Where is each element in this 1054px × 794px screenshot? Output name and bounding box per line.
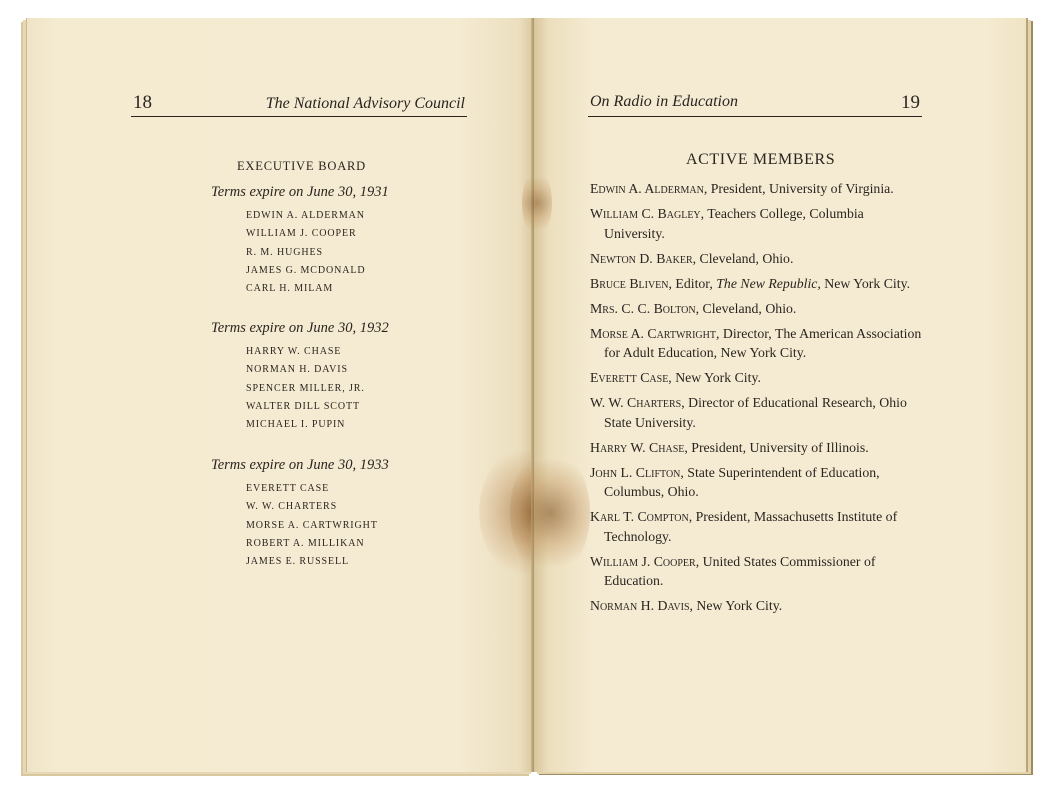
member-entry	[590, 368, 928, 388]
member-name: Everett Case	[590, 370, 669, 385]
term-heading: Terms expire on June 30, 1933	[211, 457, 389, 473]
right-page-number: 19	[901, 92, 920, 113]
left-page	[26, 18, 534, 772]
member-details-cont: New York City.	[820, 275, 911, 291]
member-name: John L. Clifton	[590, 464, 681, 480]
member-details: , United States Commissioner of Education.	[604, 553, 876, 588]
left-running-title: The National Advisory Council	[265, 95, 465, 112]
left-running-header	[131, 90, 467, 117]
member-details: , President, Massachusetts Institute of Technology.	[604, 509, 898, 544]
board-member: MORSE A. CARTWRIGHT	[246, 519, 378, 531]
member-details: , Cleveland, Ohio.	[692, 250, 794, 266]
term-names	[246, 207, 389, 298]
board-member: EDWIN A. ALDERMAN	[246, 210, 365, 221]
active-members-heading: ACTIVE MEMBERS	[686, 151, 836, 168]
member-entry	[590, 249, 928, 269]
board-member: JAMES E. RUSSELL	[246, 556, 350, 568]
member-name: William J. Cooper	[590, 553, 696, 569]
member-details: , New York City.	[689, 598, 783, 613]
board-member: NORMAN H. DAVIS	[246, 364, 348, 376]
term-heading: Terms expire on June 30, 1932	[211, 320, 389, 336]
member-entry	[590, 324, 928, 363]
term-block-1932	[211, 320, 389, 434]
term-heading: Terms expire on June 30, 1931	[211, 184, 389, 200]
board-member: SPENCER MILLER, JR.	[246, 382, 365, 394]
executive-board-heading: EXECUTIVE BOARD	[237, 159, 367, 173]
open-book	[22, 18, 1030, 774]
member-name: Morse A. Cartwright	[590, 325, 716, 341]
member-details: , Teachers College, Columbia University.	[604, 206, 864, 241]
board-member: WALTER DILL SCOTT	[246, 400, 360, 412]
burn-stain	[510, 448, 590, 578]
member-details: , Director, The American Association for Adult Education, New York City.	[604, 325, 922, 360]
member-entry	[590, 463, 928, 502]
member-entry	[590, 507, 928, 546]
board-member: WILLIAM J. COOPER	[246, 228, 357, 240]
term-block-1933	[211, 457, 389, 571]
member-name: Mrs. C. C. Bolton	[590, 300, 696, 316]
member-entry	[590, 438, 928, 458]
member-entry	[590, 552, 928, 591]
member-name: Karl T. Compton	[590, 509, 689, 524]
board-member: ROBERT A. MILLIKAN	[246, 537, 365, 549]
board-member: JAMES G. MCDONALD	[246, 264, 366, 276]
member-name: William C. Bagley	[590, 206, 701, 221]
board-member: CARL H. MILAM	[246, 283, 334, 295]
member-name: Bruce Bliven	[590, 275, 669, 291]
burn-stain	[522, 168, 552, 238]
term-block-1931	[211, 184, 389, 298]
member-entry	[590, 274, 928, 294]
member-details: , President, University of Virginia.	[703, 181, 894, 196]
board-member: EVERETT CASE	[246, 483, 330, 494]
member-entry	[590, 393, 928, 432]
member-details: , Director of Educational Research, Ohio State University.	[604, 395, 907, 430]
board-member: MICHAEL I. PUPIN	[246, 419, 346, 431]
active-members-list	[590, 179, 928, 621]
member-details: , President, University of Illinois.	[684, 439, 869, 455]
term-names	[246, 343, 389, 434]
board-member: W. W. CHARTERS	[246, 501, 338, 513]
member-name: Harry W. Chase	[590, 439, 685, 455]
member-entry	[590, 179, 928, 199]
member-name: Norman H. Davis	[590, 598, 690, 613]
member-details: , Editor,	[668, 275, 717, 291]
member-details: , New York City.	[668, 370, 761, 385]
board-member: HARRY W. CHASE	[246, 346, 342, 357]
member-entry	[590, 204, 928, 243]
member-name: Newton D. Baker	[590, 250, 693, 266]
member-name: W. W. Charters	[590, 395, 682, 410]
board-member: R. M. HUGHES	[246, 246, 323, 258]
right-page	[534, 18, 1028, 772]
right-running-title: On Radio in Education	[590, 93, 738, 110]
publication-title: The New Republic,	[716, 275, 821, 291]
right-running-header	[588, 90, 922, 117]
member-details: , Cleveland, Ohio.	[695, 300, 797, 316]
member-details: , State Superintendent of Education, Columbus, Ohio.	[604, 464, 880, 499]
member-name: Edwin A. Alderman	[590, 181, 704, 196]
member-entry	[590, 299, 928, 319]
member-entry	[590, 596, 928, 616]
left-page-number: 18	[133, 92, 152, 113]
term-names	[246, 480, 389, 571]
